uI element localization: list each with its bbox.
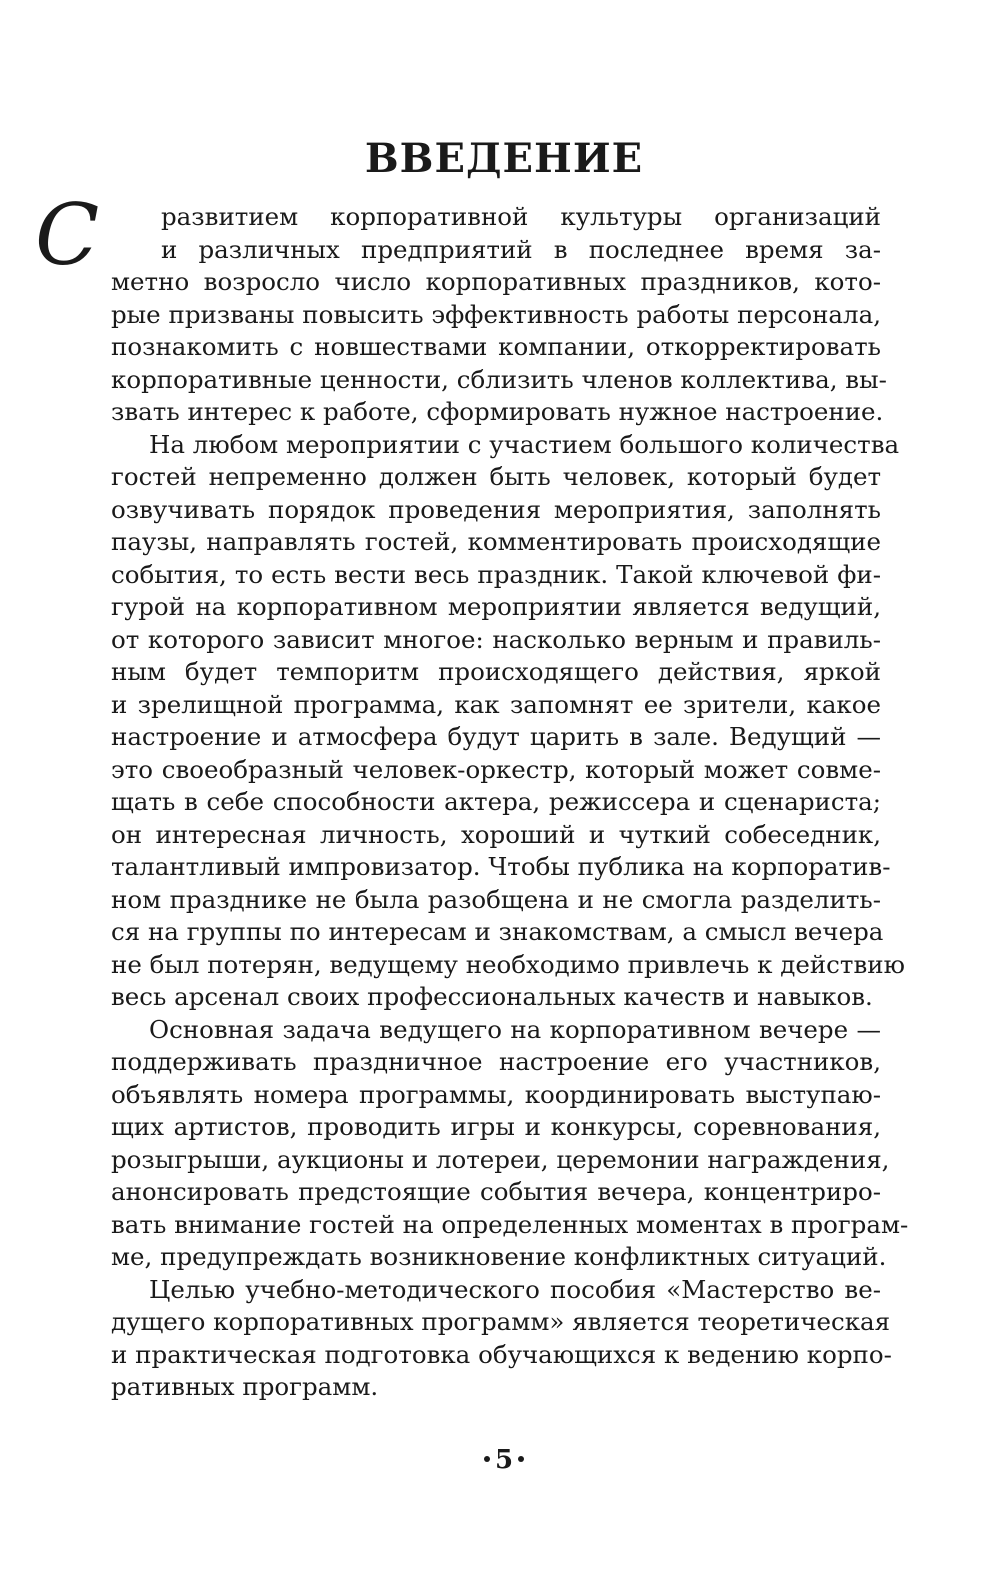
text-line: весь арсенал своих профессиональных качеств и навыков.: [111, 982, 873, 1011]
text-line: Основная задача ведущего на корпоративном вечере —: [149, 1014, 881, 1044]
bullet-dot-icon: [518, 1456, 524, 1462]
chapter-title: ВВЕДЕНИЕ: [364, 135, 644, 182]
text-line: ном празднике не была разобщена и не смогла разделить-: [111, 884, 881, 914]
text-line: и различных предприятий в последнее время за-: [161, 234, 881, 264]
text-line: На любом мероприятии с участием большого количества: [149, 429, 900, 459]
text-line: рые призваны повысить эффективность работы персонала,: [111, 299, 881, 329]
page-number-value: 5: [494, 1445, 514, 1475]
text-line: и зрелищной программа, как запомнят ее зрители, какое: [111, 689, 881, 719]
body-text: [111, 201, 909, 1404]
text-line: ным будет темпоритм происходящего действия, яркой: [111, 657, 881, 686]
text-line: гостей непременно должен быть человек, который будет: [111, 462, 881, 491]
text-line: ративных программ.: [111, 1372, 379, 1401]
text-line: дущего корпоративных программ» является теоретическая: [111, 1307, 891, 1336]
text-line: не был потерян, ведущему необходимо привлечь к действию: [111, 949, 905, 979]
text-line: он интересная личность, хороший и чуткий собеседник,: [111, 819, 881, 849]
text-line: ме, предупреждать возникновение конфликтных ситуаций.: [111, 1242, 887, 1271]
text-line: гурой на корпоративном мероприятии является ведущий,: [111, 592, 881, 621]
text-line: события, то есть вести весь праздник. Такой ключевой фи-: [111, 559, 881, 589]
paragraph-4: [111, 1274, 892, 1404]
text-line: от которого зависит многое: насколько верным и правиль-: [111, 624, 881, 654]
text-line: розыгрыши, аукционы и лотереи, церемонии награждения,: [111, 1144, 890, 1174]
text-line: паузы, направлять гостей, комментировать происходящие: [111, 527, 881, 556]
text-line: талантливый импровизатор. Чтобы публика на корпоратив-: [111, 852, 891, 881]
text-line: объявлять номера программы, координировать выступаю-: [111, 1079, 881, 1109]
text-line: корпоративные ценности, сблизить членов коллектива, вы-: [111, 364, 887, 394]
text-line: щать в себе способности актера, режиссера и сценариста;: [111, 787, 881, 816]
page-number: [0, 1442, 1008, 1478]
text-line: анонсировать предстоящие события вечера, концентриро-: [111, 1177, 881, 1206]
paragraph-3: [111, 1014, 909, 1274]
paragraph-2: [111, 429, 905, 1014]
text-line: поддерживать праздничное настроение его участников,: [111, 1047, 881, 1076]
text-line: щих артистов, проводить игры и конкурсы, соревнования,: [111, 1112, 881, 1141]
bullet-dot-icon: [484, 1456, 490, 1462]
text-line: ся на группы по интересам и знакомствам, а смысл вечера: [111, 917, 884, 946]
text-line: озвучивать порядок проведения мероприятия, заполнять: [111, 494, 881, 524]
text-line: вать внимание гостей на определенных моментах в програм-: [111, 1209, 909, 1239]
text-line: развитием корпоративной культуры организаций: [161, 202, 881, 231]
text-line: это своеобразный человек-оркестр, который может совме-: [111, 754, 881, 784]
text-line: Целью учебно-методического пособия «Мастерство ве-: [149, 1274, 881, 1304]
text-line: настроение и атмосфера будут царить в зале. Ведущий —: [111, 722, 881, 751]
text-line: познакомить с новшествами компании, откорректировать: [111, 332, 881, 361]
paragraph-1: [111, 201, 887, 429]
drop-cap-letter: С: [35, 186, 100, 284]
text-line: метно возросло число корпоративных праздников, кото-: [111, 267, 881, 296]
text-line: звать интерес к работе, сформировать нужное настроение.: [111, 397, 884, 426]
text-line: и практическая подготовка обучающихся к ведению корпо-: [111, 1339, 892, 1369]
